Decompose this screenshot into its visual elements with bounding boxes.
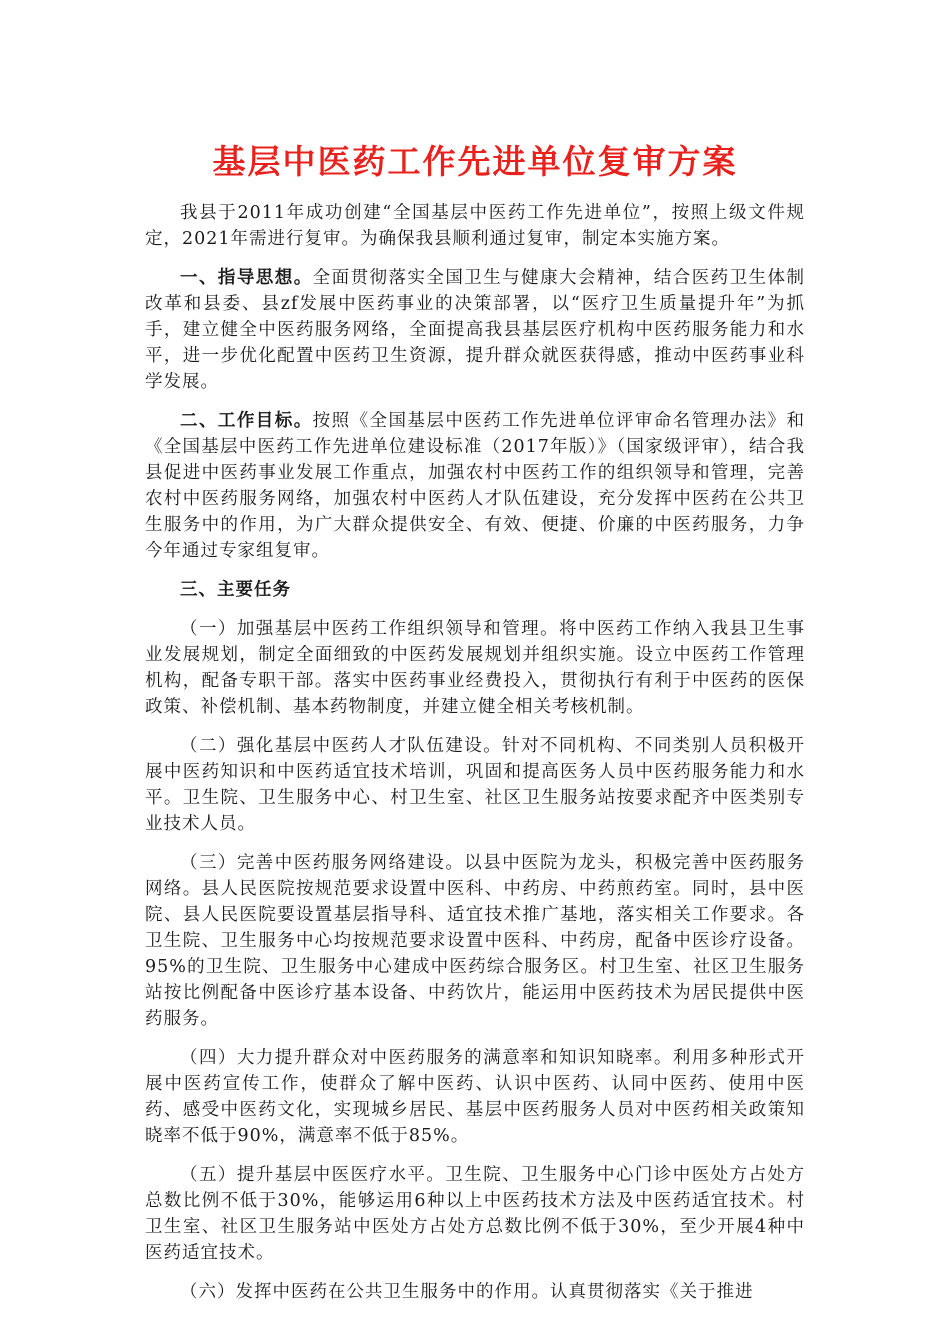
section-work-goals [145, 408, 805, 564]
section-text: 全面贯彻落实全国卫生与健康大会精神，结合医药卫生体制改革和县委、县zf发展中医药事业的决策部署，以“医疗卫生质量提升年”为抓手，建立健全中医药服务网络，全面提高我县基层医疗机构中医药服务能力和水平，进一步优化配置中医药卫生资源，提升群众就医获得感，推动中医药事业科学发展。 [145, 268, 805, 392]
task-paragraph: （三）完善中医药服务网络建设。以县中医院为龙头，积极完善中医药服务网络。县人民医院按规范要求设置中医科、中药房、中药煎药室。同时，县中医院、县人民医院要设置基层指导科、适宜技术推广基地，落实相关工作要求。各卫生院、卫生服务中心均按规范要求设置中医科、中药房，配备中医诊疗设备。95%的卫生院、卫生服务中心建成中医药综合服务区。村卫生室、社区卫生服务站按比例配备中医诊疗基本设备、中药饮片，能运用中医药技术为居民提供中医药服务。 [145, 853, 805, 1029]
intro-paragraph: 我县于2011年成功创建“全国基层中医药工作先进单位”，按照上级文件规定，2021年需进行复审。为确保我县顺利通过复审，制定本实施方案。 [145, 203, 805, 249]
section-main-tasks-heading: 三、主要任务 [180, 580, 291, 600]
section-heading: 二、工作目标。 [180, 411, 313, 431]
section-heading: 一、指导思想。 [180, 268, 313, 288]
task-paragraph: （二）强化基层中医药人才队伍建设。针对不同机构、不同类别人员积极开展中医药知识和中医药适宜技术培训，巩固和提高医务人员中医药服务能力和水平。卫生院、卫生服务中心、村卫生室、社区卫生服务站按要求配齐中医类别专业技术人员。 [145, 736, 805, 834]
section-text: 按照《全国基层中医药工作先进单位评审命名管理办法》和《全国基层中医药工作先进单位建设标准（2017年版）》（国家级评审），结合我县促进中医药事业发展工作重点，加强农村中医药工作的组织领导和管理，完善农村中医药服务网络，加强农村中医药人才队伍建设，充分发挥中医药在公共卫生服务中的作用，为广大群众提供安全、有效、便捷、价廉的中医药服务，力争今年通过专家组复审。 [145, 411, 805, 561]
task-paragraph: （一）加强基层中医药工作组织领导和管理。将中医药工作纳入我县卫生事业发展规划，制定全面细致的中医药发展规划并组织实施。设立中医药工作管理机构，配备专职干部。落实中医药事业经费投入，贯彻执行有利于中医药的医保政策、补偿机制、基本药物制度，并建立健全相关考核机制。 [145, 619, 805, 717]
task-paragraph: （五）提升基层中医医疗水平。卫生院、卫生服务中心门诊中医处方占处方总数比例不低于30%，能够运用6种以上中医药技术方法及中医药适宜技术。村卫生室、社区卫生服务站中医处方占处方总数比例不低于30%，至少开展4种中医药适宜技术。 [145, 1165, 805, 1263]
document-title: 基层中医药工作先进单位复审方案 [212, 142, 738, 181]
task-paragraph: （四）大力提升群众对中医药服务的满意率和知识知晓率。利用多种形式开展中医药宣传工作，使群众了解中医药、认识中医药、认同中医药、使用中医药、感受中医药文化，实现城乡居民、基层中医药服务人员对中医药相关政策知晓率不低于90%，满意率不低于85%。 [145, 1048, 805, 1146]
task-paragraph: （六）发挥中医药在公共卫生服务中的作用。认真贯彻落实《关于推进 [180, 1282, 754, 1302]
section-guiding-ideology [145, 265, 805, 395]
